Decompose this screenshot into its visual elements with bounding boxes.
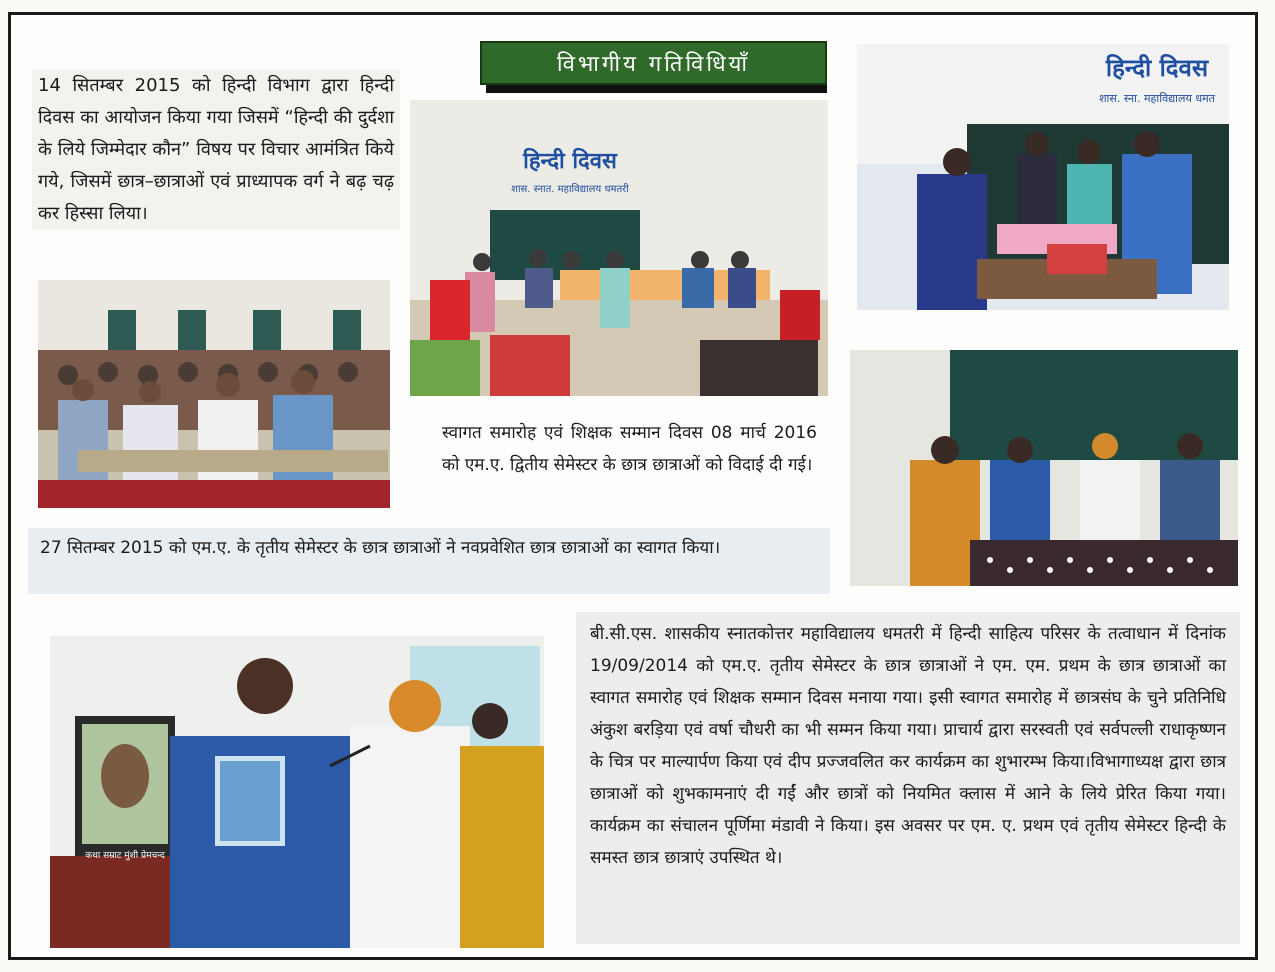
- caption-hindi-diwas: 14 सितम्बर 2015 को हिन्दी विभाग द्वारा हिन्दी दिवस का आयोजन किया गया जिसमें “हिन्दी की दुर्दशा के लिये जिम्मेदार कौन” विषय पर विचार आमंत्रित किये गये, जिसमें छात्र–छात्राओं एवं प्राध्यापक वर्ग ने बढ़ चढ़ कर हिस्सा लिया।: [32, 70, 400, 230]
- caption-welcome-2015: 27 सितम्बर 2015 को एम.ए. के तृतीय सेमेस्टर के छात्र छात्राओं ने नवप्रवेशित छात्र छात्राओं का स्वागत किया।: [28, 528, 830, 594]
- page-title: विभागीय गतिविधियाँ: [480, 41, 827, 85]
- photo-book-release: [50, 636, 544, 948]
- photo-stage: [410, 100, 828, 396]
- portrait-caption: कथा सम्राट मुंशी प्रेमचन्द: [85, 851, 165, 861]
- award-banner-title: हिन्दी दिवस: [1105, 54, 1209, 82]
- title-underline: [486, 85, 827, 93]
- caption-farewell: स्वागत समारोह एवं शिक्षक सम्मान दिवस 08 मार्च 2016 को एम.ए. द्वितीय सेमेस्टर के छात्र छात्राओं को विदाई दी गई।: [442, 423, 817, 475]
- stage-banner-title: हिन्दी दिवस: [523, 149, 617, 174]
- main-paragraph: बी.सी.एस. शासकीय स्नातकोत्तर महाविद्यालय धमतरी में हिन्दी साहित्य परिसर के तत्वाधान में दिनांक 19/09/2014 को एम.ए. तृतीय सेमेस्टर के छात्र छात्राओं ने एम. एम. प्रथम के छात्र छात्राओं का स्वागत समारोह एवं शिक्षक सम्मान दिवस मनाया गया। इसी स्वागत समारोह में छात्रसंघ के चुने प्रतिनिधि अंकुश बरड़िया एवं वर्षा चौधरी का भी सम्मन किया गया। प्राचार्य द्वारा सरस्वती एवं सर्वपल्ली राधाकृष्णन के चित्र पर माल्यार्पण किया एवं दीप प्रज्जवलित कर कार्यक्रम का शुभारम्भ किया।विभागाध्यक्ष द्वारा छात्र छात्राओं को शुभकामनाएं दी गईं और छात्रों को नियमित क्लास में आने के लिये प्रेरित किया गया। कार्यक्रम का संचालन पूर्णिमा मंडावी ने किया। इस अवसर पर एम. ए. प्रथम एवं तृतीय सेमेस्टर हिन्दी के समस्त छात्र छात्राएं उपस्थित थे।: [576, 612, 1240, 944]
- photo-award: [857, 44, 1229, 310]
- photo-audience: [38, 280, 390, 508]
- photo-dais: [850, 350, 1238, 586]
- award-banner-sub: शास. स्ना. महाविद्यालय धमत: [1099, 92, 1215, 105]
- stage-banner-sub: शास. स्नात. महाविद्यालय धमतरी: [511, 184, 629, 195]
